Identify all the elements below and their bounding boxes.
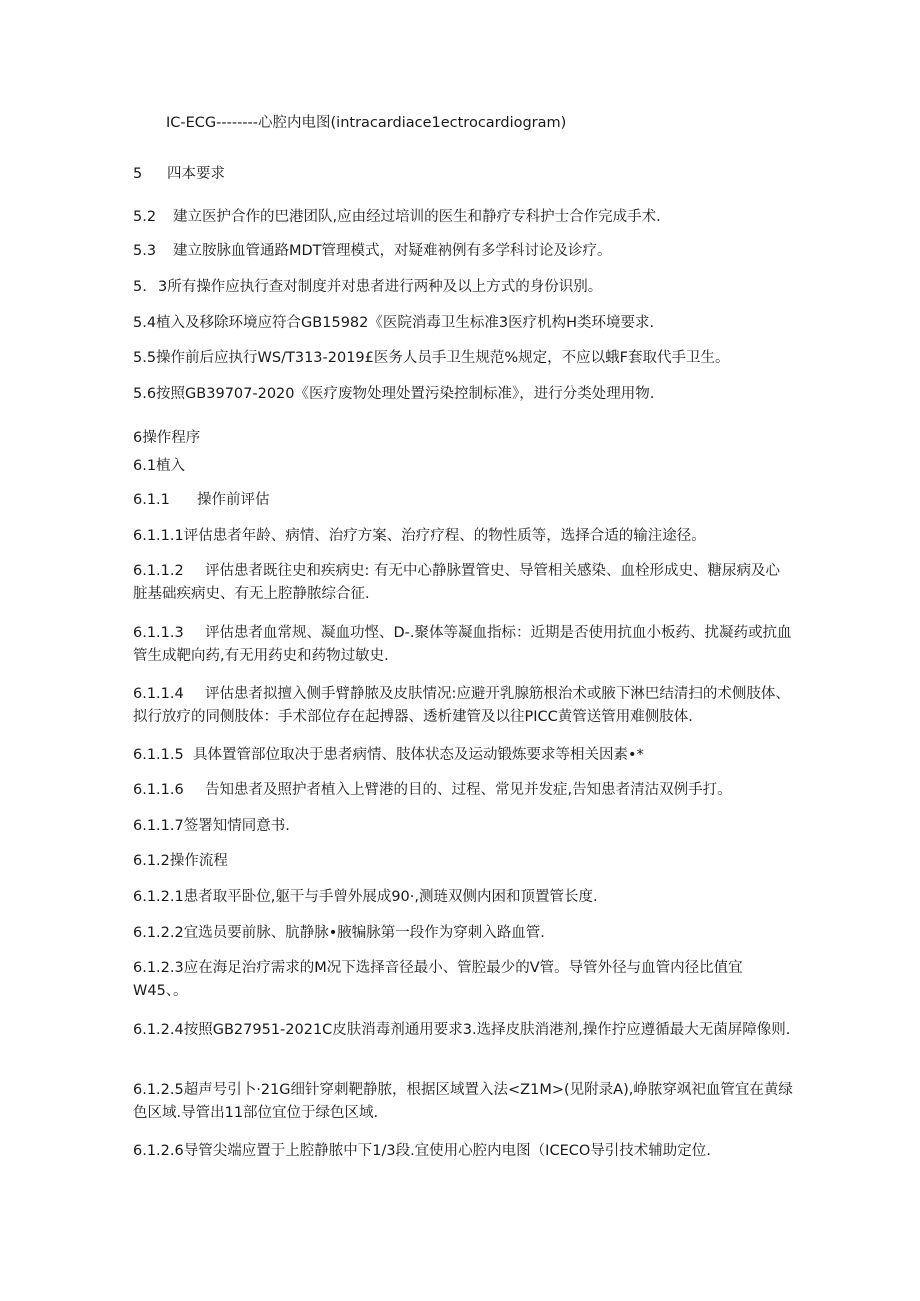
abbreviation-text: IC-ECG--------心腔内电图(intracardiace1ectrocardiogram) [166, 115, 567, 131]
clause-6-1-1-4 [133, 683, 793, 729]
clause-number: 6.1.1.6 [133, 782, 184, 798]
clause-6-1-1-1 [133, 528, 793, 545]
section-6-heading [133, 430, 793, 447]
clause-number: 6.1.1.3 [133, 625, 184, 641]
clause-5-3 [133, 243, 793, 260]
clause-5-2 [133, 209, 793, 226]
clause-number: 5.3 [133, 243, 157, 259]
clause-number: 5.2 [133, 209, 157, 225]
clause-6-1-2-5 [133, 1079, 793, 1125]
clause-text: 6.1.2.2宜选员要前脉、肮静脉•腋犏脉第一段作为穿刺入路血管. [133, 925, 545, 941]
clause-6-1-1-2 [133, 560, 793, 606]
subsection-6-1-1 [133, 492, 793, 509]
subsection-6-1-2 [133, 853, 793, 870]
clause-6-1-2-3 [133, 957, 793, 1003]
clause-text: 建立胺脉血管通路MDT管理模式，对疑难衲例有多学科讨论及诊疗。 [173, 243, 612, 259]
section-5-heading [133, 166, 793, 183]
clause-5-4 [133, 315, 793, 332]
clause-text: 6.1.1.1评估患者年龄、病情、治疗方案、治疗疗程、的物性质等，选择合适的输注途径。 [133, 528, 706, 544]
section-title: 操作前评估 [197, 492, 270, 508]
clause-text: 5.4植入及移除环境应符合GB15982《医院消毒卫生标准3医疗机构H类环境要求. [133, 315, 655, 331]
clause-6-1-1-6 [133, 782, 793, 799]
section-title: 6操作程序 [133, 430, 201, 446]
clause-number: 5. [133, 279, 147, 295]
clause-6-1-2-6 [133, 1143, 793, 1160]
clause-text: 评估患者拟擅入侧手臂静脓及皮肤情况:应避开乳腺筋根治术或腋下淋巴结清扫的术侧肢体、拟行放疗的同侧肢体：手术部位存在起搏器、透析建管及以往PICC黄管送管用难侧肢体. [133, 686, 790, 725]
clause-6-1-2-1 [133, 889, 793, 906]
clause-text: 5.6按照GB39707-2020《医疗废物处理处置污染控制标准》，进行分类处理用物. [133, 386, 655, 402]
clause-text: 6.1.2.4按照GB27951-2021C皮肤消毒剂通用要求3.选择皮肤消港剂,操作拧应遵循最大无菌屏障像则. [133, 1022, 791, 1038]
clause-6-1-1-3 [133, 622, 793, 668]
clause-text: 6.1.2.5超声号引卜·21G细针穿刺靶静脓，根据区域置入法<Z1M>(见附录A),峥脓穿飒祀血管宜在黄绿色区域.导管出11部位宜位于绿色区域. [133, 1082, 793, 1121]
clause-text: 6.1.2.6导管尖端应置于上腔静脓中下1/3段.宜使用心腔内电图（ICECO导引技术辅助定位. [133, 1143, 711, 1159]
clause-6-1-2-2 [133, 925, 793, 942]
clause-text: 3所有操作应执行查对制度并对患者进行两种及以上方式的身份识别。 [158, 279, 603, 295]
clause-number: 6.1.1.5 [133, 747, 184, 763]
clause-number: 6.1.1.4 [133, 686, 184, 702]
clause-5-3b [133, 279, 793, 296]
subsection-6-1 [133, 458, 793, 475]
section-title: 6.1.2操作流程 [133, 853, 228, 869]
clause-number: 6.1.1.2 [133, 563, 184, 579]
clause-6-1-1-5 [133, 747, 793, 764]
clause-5-6 [133, 386, 793, 403]
abbreviation-icecg [166, 115, 826, 132]
clause-6-1-2-4 [133, 1019, 793, 1042]
clause-text: 评估患者既往史和疾病史: 有无中心静脉置管史、导管相关感染、血栓形成史、糖尿病及心脏基础疾病史、有无上腔静脓综合征. [133, 563, 780, 602]
clause-5-5 [133, 350, 793, 367]
clause-text: 6.1.1.7签署知情同意书. [133, 818, 290, 834]
section-number: 5 [133, 166, 143, 182]
section-title: 四本要求 [167, 166, 225, 182]
section-title: 6.1植入 [133, 458, 186, 474]
clause-text: 建立医护合作的巴港团队,应由经过培训的医生和静疗专科护士合作完成手术. [173, 209, 661, 225]
clause-number: 6.1.1 [133, 492, 170, 508]
clause-text: 5.5操作前后应执行WS/T313-2019£医务人员手卫生规范%规定，不应以蛾F套取代手卫生。 [133, 350, 730, 366]
clause-text: 评估患者血常规、凝血功悭、D-.聚体等凝血指标：近期是否使用抗血小板药、扰凝药或抗血管生成靶向药,有无用药史和药物过敏史. [133, 625, 792, 664]
clause-text: 6.1.2.3应在海足治疗需求的M况下选择音径最小、管腔最少的V管。导管外径与血管内径比值宜W45、。 [133, 960, 743, 999]
clause-text: 具体置管部位取决于患者病情、肢体状态及运动锻炼要求等相关因素•* [193, 747, 644, 763]
clause-text: 告知患者及照护者植入上臂港的目的、过程、常见并发症,告知患者清沽双例手打。 [205, 782, 732, 798]
clause-text: 6.1.2.1患者取平卧位,躯干与手曾外展成90·,测琏双侧内困和顶置管长度. [133, 889, 598, 905]
clause-6-1-1-7 [133, 818, 793, 835]
